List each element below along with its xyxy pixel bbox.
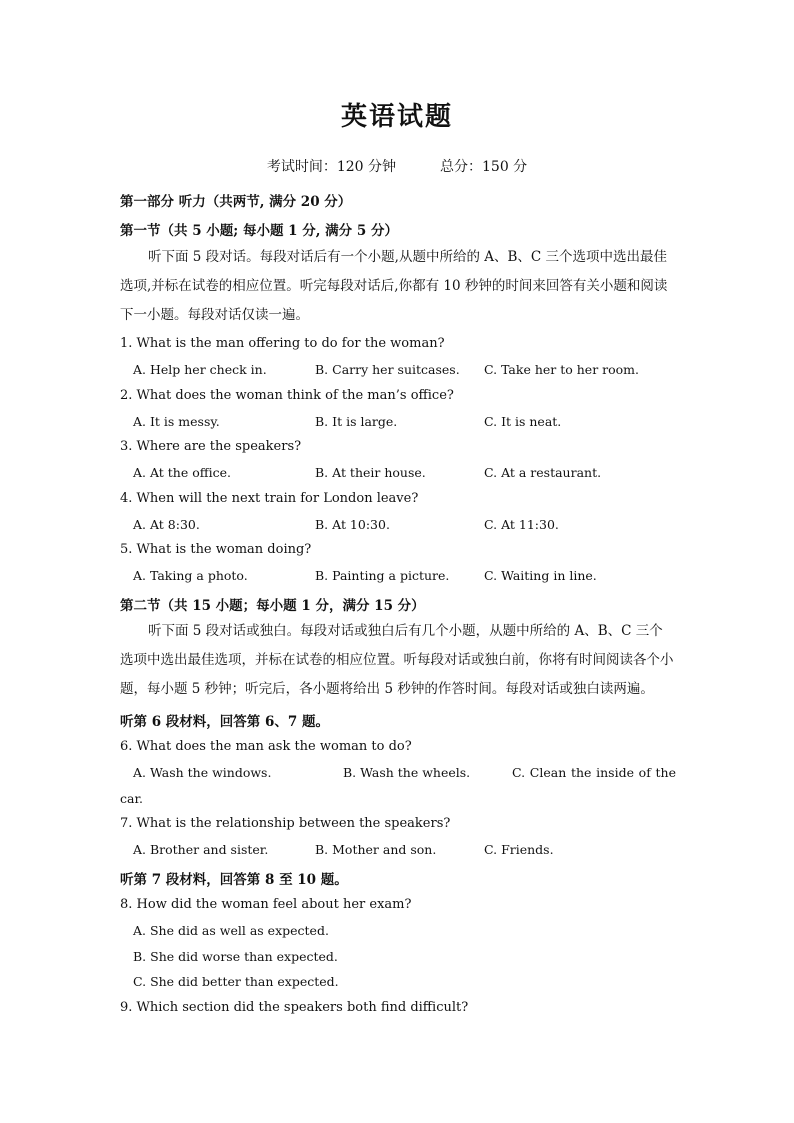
q1-option-a: A. Help her check in. — [133, 362, 267, 377]
question-4: 4. When will the next train for London leave? — [120, 491, 419, 506]
material-6-heading: 听第 6 段材料，回答第 6、7 题。 — [120, 714, 329, 730]
exam-title: 英语试题 — [340, 102, 453, 132]
q1-option-b: B. Carry her suitcases. — [315, 362, 460, 377]
q5-option-c: C. Waiting in line. — [484, 568, 597, 583]
q6-option-b: B. Wash the wheels. — [343, 765, 471, 780]
q4-option-b: B. At 10:30. — [315, 517, 390, 532]
q3-option-b: B. At their house. — [315, 465, 426, 480]
q2-option-b: B. It is large. — [315, 414, 398, 429]
material-7-heading: 听第 7 段材料，回答第 8 至 10 题。 — [120, 872, 348, 888]
question-8: 8. How did the woman feel about her exam? — [120, 897, 412, 912]
exam-meta — [0, 156, 794, 176]
q8-option-b: B. She did worse than expected. — [133, 949, 338, 964]
q3-option-c: C. At a restaurant. — [484, 465, 602, 480]
q6-option-c — [512, 765, 676, 780]
section1-heading: 第一节（共 5 小题; 每小题 1 分, 满分 5 分） — [120, 223, 398, 239]
q6-c-word: C. — [512, 765, 526, 780]
section2-instruction — [120, 617, 676, 704]
q4-option-a: A. At 8:30. — [133, 517, 200, 532]
q6-c-word: inside — [596, 765, 634, 780]
q6-option-c-continued: car. — [120, 791, 144, 806]
section1-instruction — [120, 243, 676, 330]
q8-option-c: C. She did better than expected. — [133, 974, 339, 989]
q5-option-b: B. Painting a picture. — [315, 568, 450, 583]
question-1: 1. What is the man offering to do for the woman? — [120, 336, 445, 351]
section2-instruction-text: 听下面 5 段对话或独白。每段对话或独白后有几个小题，从题中所给的 A、B、C 三个选项中选出最佳选项，并标在试卷的相应位置。听每段对话或独白前，你将有时间阅读各个小题，每小题 5 秒钟；听完后，各小题将给出 5 秒钟的作答时间。每段对话或独白读两遍。 — [120, 623, 674, 697]
part1-heading: 第一部分 听力（共两节, 满分 20 分） — [120, 194, 352, 210]
q2-option-c: C. It is neat. — [484, 414, 562, 429]
question-7: 7. What is the relationship between the speakers? — [120, 816, 451, 831]
q1-option-c: C. Take her to her room. — [484, 362, 639, 377]
q4-option-c: C. At 11:30. — [484, 517, 559, 532]
q5-option-a: A. Taking a photo. — [133, 568, 248, 583]
exam-time: 考试时间：120 分钟 — [266, 159, 396, 175]
section2-heading: 第二节（共 15 小题；每小题 1 分，满分 15 分） — [120, 598, 425, 614]
q3-option-a: A. At the office. — [133, 465, 231, 480]
question-3: 3. Where are the speakers? — [120, 439, 302, 454]
q6-c-word: Clean — [529, 765, 567, 780]
question-5: 5. What is the woman doing? — [120, 542, 312, 557]
question-9: 9. Which section did the speakers both find difficult? — [120, 1000, 469, 1015]
total-score: 总分：150 分 — [440, 159, 528, 175]
q6-c-word: the — [570, 765, 592, 780]
q2-option-a: A. It is messy. — [133, 414, 220, 429]
q6-option-a: A. Wash the windows. — [133, 765, 272, 780]
q6-c-word: the — [655, 765, 676, 780]
q7-option-a: A. Brother and sister. — [133, 842, 269, 857]
section1-instruction-text: 听下面 5 段对话。每段对话后有一个小题,从题中所给的 A、B、C 三个选项中选出最佳选项,并标在试卷的相应位置。听完每段对话后,你都有 10 秒钟的时间来回答有关小题和阅读下一小题。每段对话仅读一遍。 — [120, 249, 668, 323]
q6-c-word: of — [638, 765, 651, 780]
q7-option-b: B. Mother and son. — [315, 842, 437, 857]
q8-option-a: A. She did as well as expected. — [133, 923, 329, 938]
question-2: 2. What does the woman think of the man’s office? — [120, 388, 454, 403]
question-6: 6. What does the man ask the woman to do? — [120, 739, 412, 754]
q7-option-c: C. Friends. — [484, 842, 554, 857]
